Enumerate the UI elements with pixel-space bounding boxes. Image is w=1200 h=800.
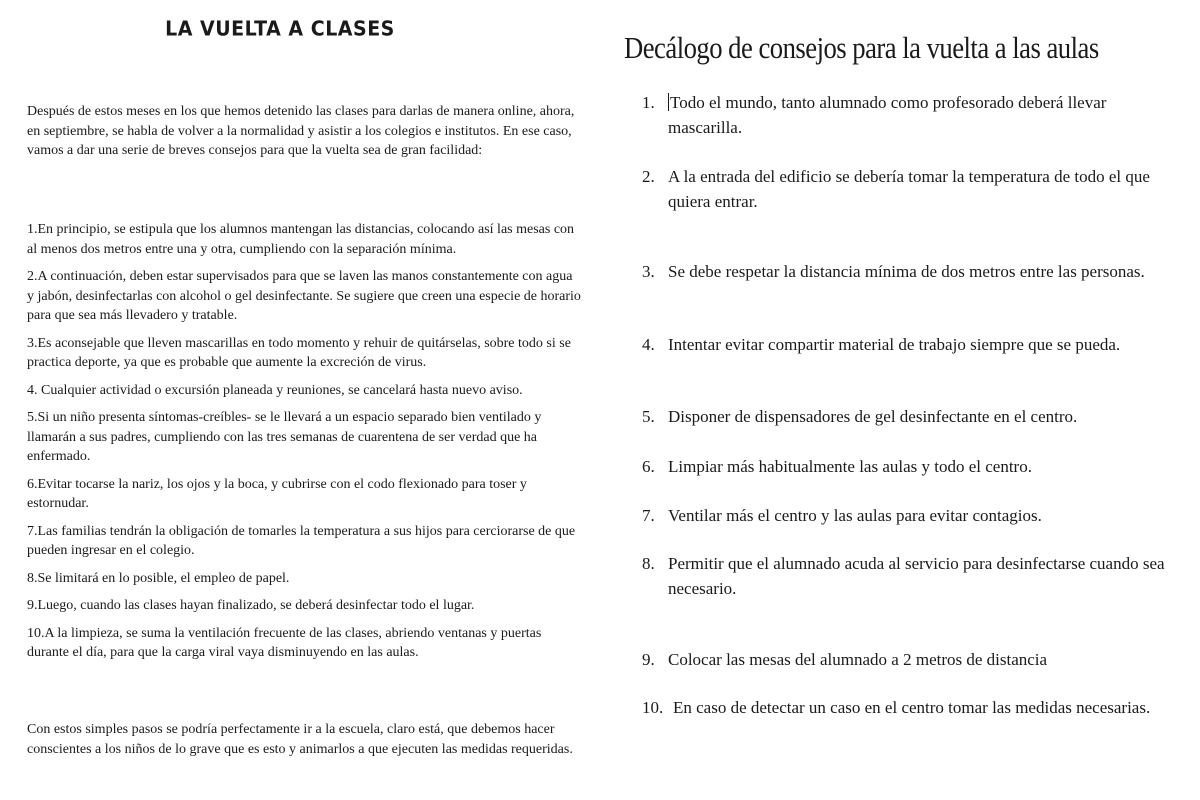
left-intro-paragraph[interactable]: Después de estos meses en los que hemos detenido las clases para darlas de manera online, ahora, en septiembre, se habla de volver a la normalidad y asistir a los colegios e institutos. En ese caso, vamos a dar una serie de breves consejos para que la vuelta sea de gran facilidad: (27, 104, 575, 158)
left-advice-item[interactable]: 3.Es aconsejable que lleven mascarillas en todo momento y rehuir de quitárselas, sobre todo si se practica deporte, ya que es probable que aumente la excreción de virus. (27, 335, 571, 370)
text-cursor (668, 93, 669, 111)
decalogue-item-number: 2. (642, 167, 655, 186)
decalogue-item-text-content: Todo el mundo, tanto alumnado como profesorado deberá llevar mascarilla. (668, 93, 1107, 137)
decalogue-item-text[interactable]: Colocar las mesas del alumnado a 2 metros de distancia (668, 650, 1048, 669)
decalogue-item-text[interactable]: Permitir que el alumnado acuda al servicio para desinfectarse cuando sea necesario. (668, 554, 1165, 598)
decalogue-item-6[interactable] (642, 455, 1180, 480)
decalogue-item-number: 5. (642, 407, 655, 426)
left-advice-item[interactable]: 7.Las familias tendrán la obligación de tomarles la temperatura a sus hijos para cerciorarse de que pueden ingresar en el colegio. (27, 523, 576, 558)
decalogue-item-number: 7. (642, 506, 655, 525)
decalogue-item-9[interactable] (642, 648, 1180, 673)
left-page-title: LA VUELTA A CLASES (165, 17, 395, 41)
decalogue-item-7[interactable] (642, 504, 1180, 529)
left-advice-item[interactable]: 9.Luego, cuando las clases hayan finalizado, se deberá desinfectar todo el lugar. (27, 598, 475, 613)
decalogue-item-3[interactable] (642, 260, 1180, 285)
decalogue-item-8[interactable] (642, 552, 1180, 601)
decalogue-item-number: 3. (642, 262, 655, 281)
decalogue-item-text[interactable]: Disponer de dispensadores de gel desinfectante en el centro. (668, 407, 1078, 426)
decalogue-item-text[interactable]: Limpiar más habitualmente las aulas y todo el centro. (668, 457, 1032, 476)
decalogue-item-text[interactable] (668, 91, 1180, 140)
left-advice-item[interactable]: 2.A continuación, deben estar supervisados para que se laven las manos constantemente con agua y jabón, desinfectarlas con alcohol o gel desinfectante. Se sugiere que creen una especie de horario para que sea más llevadero y tratable. (27, 269, 581, 323)
decalogue-item-1[interactable] (642, 91, 1180, 140)
left-advice-list (27, 220, 582, 671)
left-advice-item[interactable]: 4. Cualquier actividad o excursión planeada y reuniones, se cancelará hasta nuevo aviso. (27, 382, 523, 398)
decalogue-item-text[interactable]: Se debe respetar la distancia mínima de dos metros entre las personas. (668, 262, 1145, 281)
decalogue-item-text[interactable]: En caso de detectar un caso en el centro tomar las medidas necesarias. (673, 698, 1151, 717)
decalogue-item-number: 6. (642, 457, 655, 476)
left-advice-item[interactable]: 8.Se limitará en lo posible, el empleo de papel. (27, 570, 290, 586)
decalogue-item-number: 1. (642, 93, 655, 112)
decalogue-item-number: 9. (642, 650, 655, 669)
decalogue-item-text[interactable]: Ventilar más el centro y las aulas para evitar contagios. (668, 506, 1042, 525)
decalogue-item-2[interactable] (642, 165, 1180, 214)
left-advice-item[interactable]: 1.En principio, se estipula que los alumnos mantengan las distancias, colocando así las mesas con al menos dos metros entre una y otra, cumpliendo con la separación mínima. (27, 222, 575, 257)
decalogue-item-5[interactable] (642, 405, 1180, 430)
left-advice-item[interactable]: 5.Si un niño presenta síntomas-creíbles- se le llevará a un espacio separado bien ventilado y llamarán a sus padres, cumpliendo con las tres semanas de cuarentena de ser verdad que ha enfermado. (27, 410, 542, 464)
right-document-page (600, 0, 1200, 800)
left-outro-paragraph[interactable]: Con estos simples pasos se podría perfectamente ir a la escuela, claro está, que debemos hacer conscientes a los niños de lo grave que es esto y animarlos a que ejecuten las medidas requeridas. (27, 722, 573, 757)
decalogue-item-number: 4. (642, 335, 655, 354)
left-advice-item[interactable]: 6.Evitar tocarse la nariz, los ojos y la boca, y cubrirse con el codo flexionado para toser y estornudar. (27, 476, 527, 511)
decalogue-item-text[interactable]: A la entrada del edificio se debería tomar la temperatura de todo el que quiera entrar. (668, 167, 1150, 211)
decalogue-item-10[interactable] (642, 696, 1180, 721)
right-page-title: Decálogo de consejos para la vuelta a las aulas (624, 30, 1099, 65)
decalogue-item-number: 10. (642, 698, 664, 717)
left-advice-item[interactable]: 10.A la limpieza, se suma la ventilación frecuente de las clases, abriendo ventanas y puertas durante el día, para que la carga viral vaya disminuyendo en las aulas. (27, 625, 542, 660)
decalogue-item-number: 8. (642, 554, 655, 573)
decalogue-item-4[interactable] (642, 333, 1180, 358)
decalogue-item-text[interactable]: Intentar evitar compartir material de trabajo siempre que se pueda. (668, 335, 1121, 354)
